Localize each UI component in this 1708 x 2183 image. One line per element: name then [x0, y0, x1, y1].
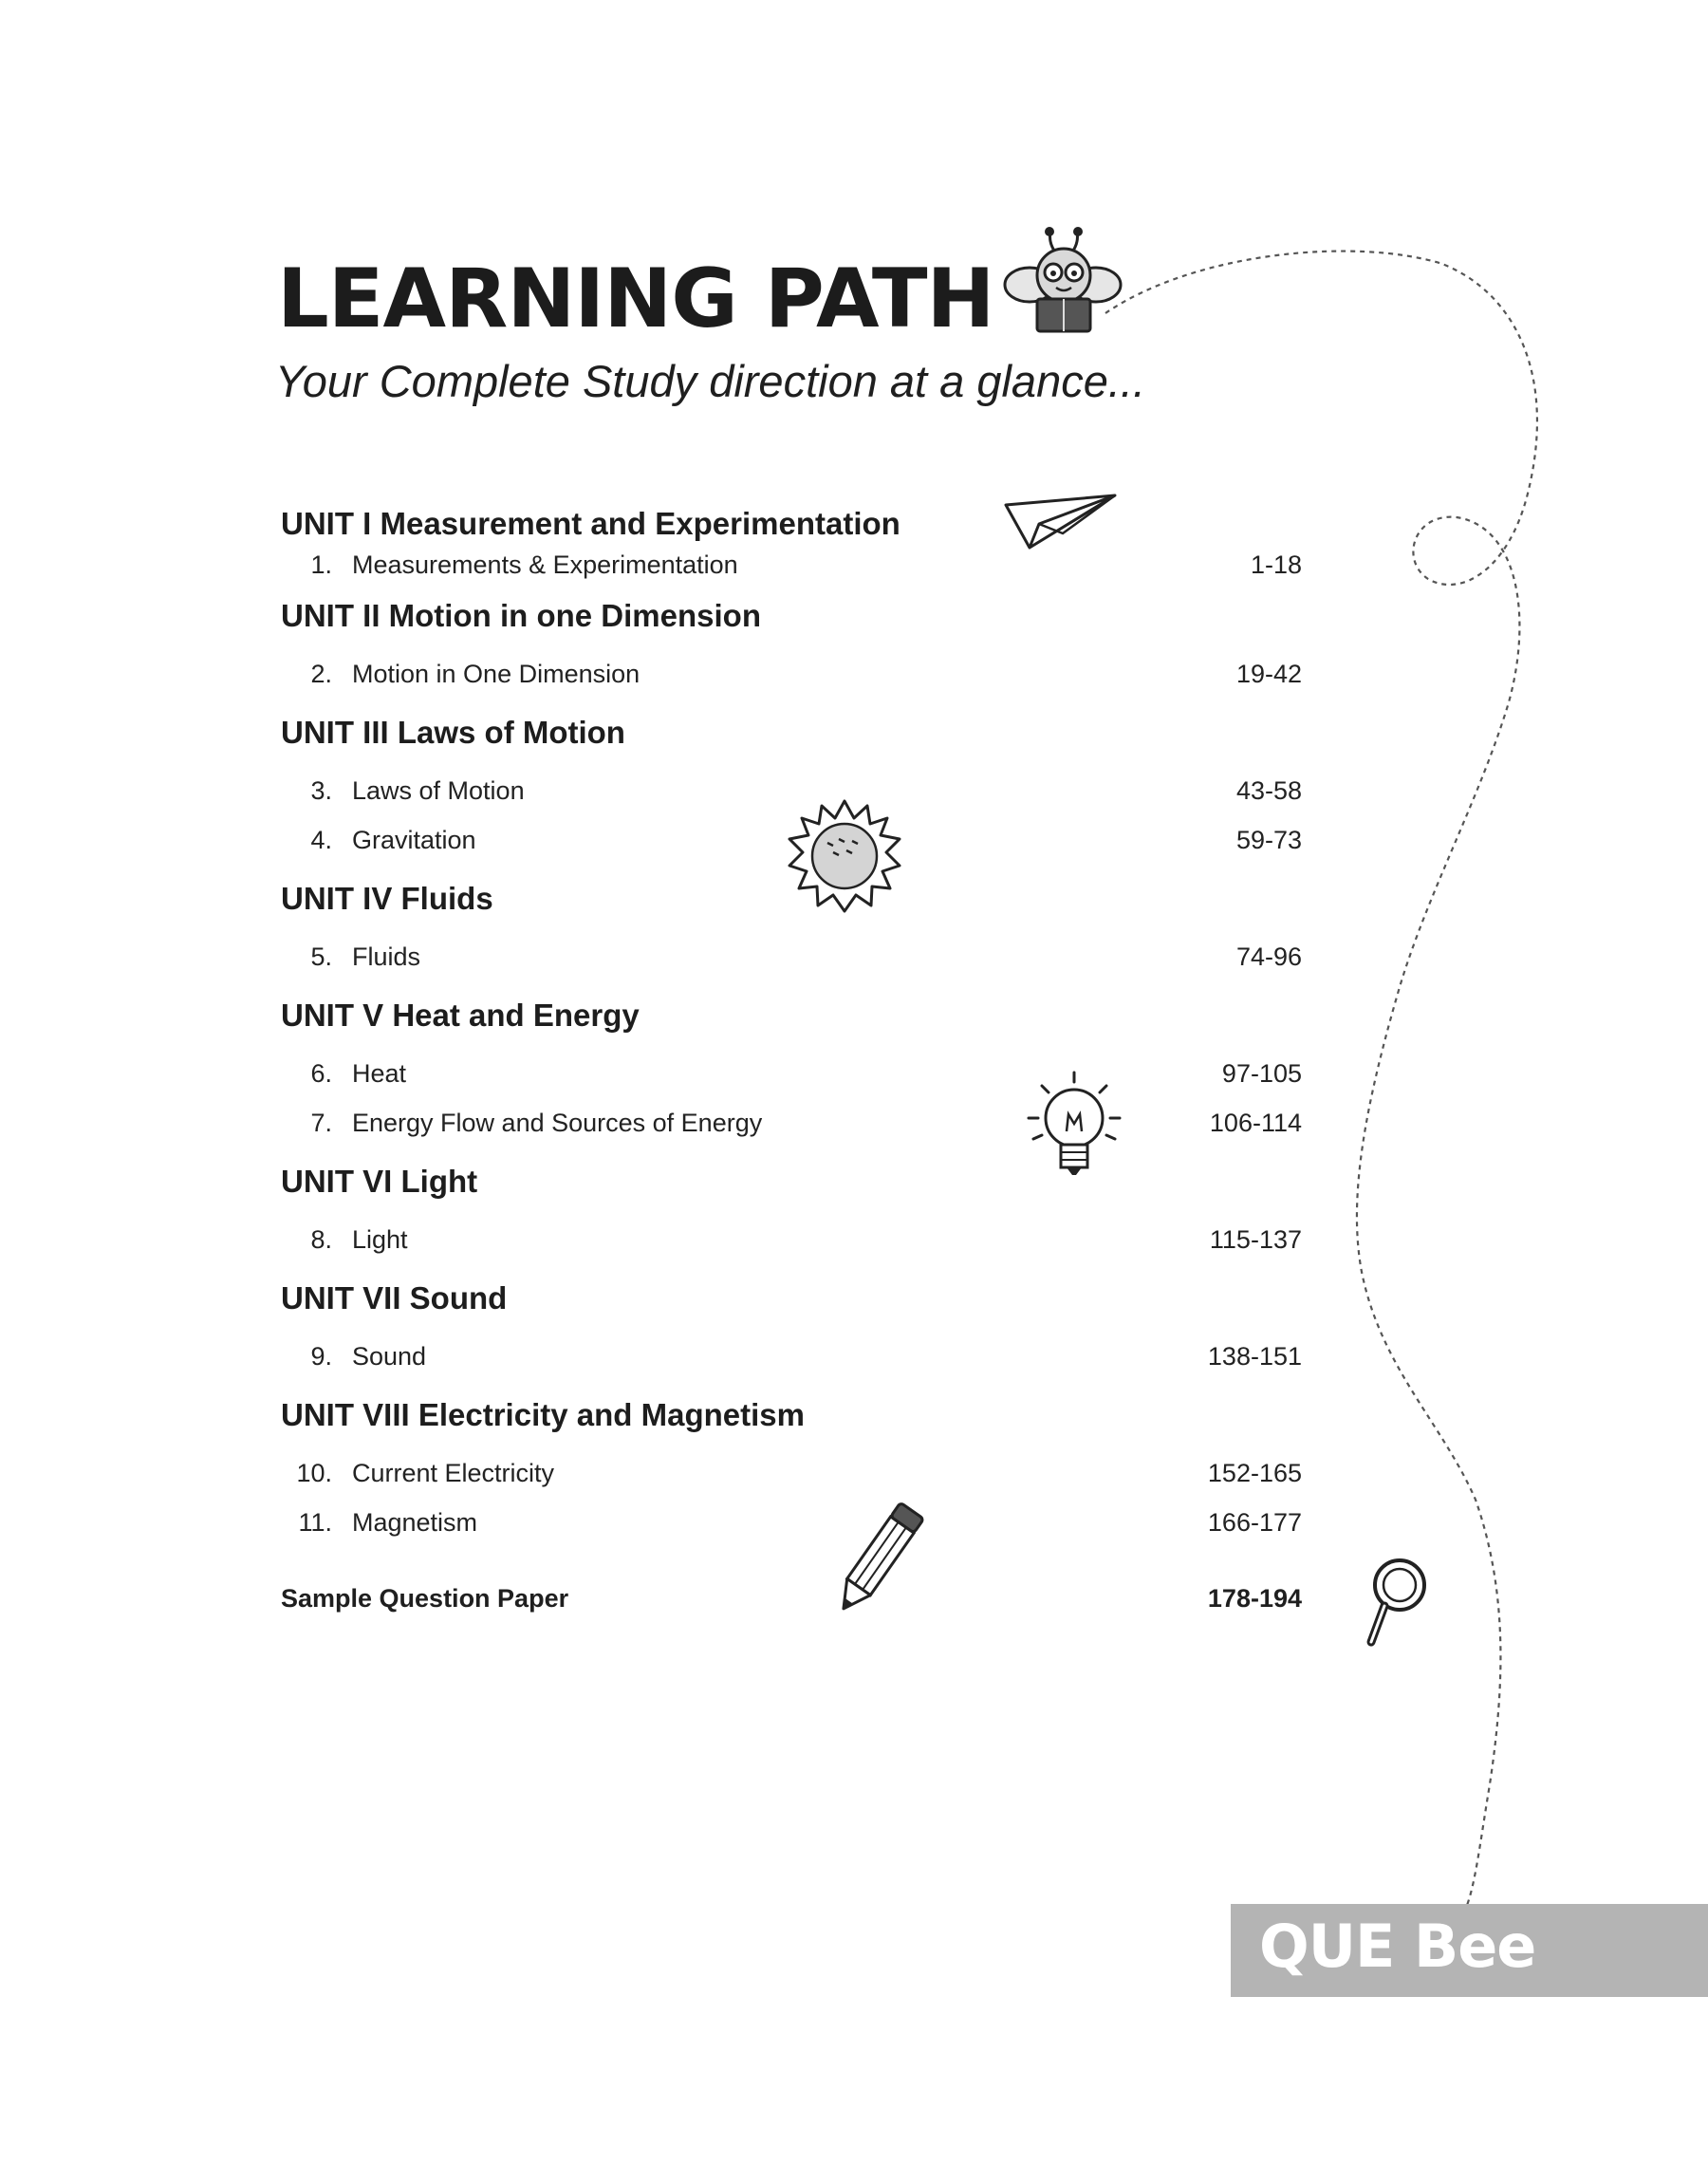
chapter-pages: 43-58 — [1235, 776, 1302, 805]
chapter-number: 1. — [310, 550, 332, 579]
unit-section — [281, 1282, 1302, 1372]
chapter-pages: 115-137 — [1209, 1225, 1302, 1254]
chapter-title: Gravitation — [352, 826, 476, 854]
chapter-number: 4. — [310, 826, 332, 854]
chapter-title: Laws of Motion — [352, 776, 525, 805]
chapter-row[interactable] — [281, 658, 1302, 690]
chapter-pages: 138-151 — [1207, 1342, 1302, 1371]
chapter-pages: 19-42 — [1235, 660, 1302, 688]
chapter-pages: 97-105 — [1221, 1059, 1302, 1088]
unit-section — [281, 999, 1302, 1139]
sample-paper-title: Sample Question Paper — [281, 1584, 569, 1613]
unit-heading: UNIT VIII Electricity and Magnetism — [281, 1397, 805, 1432]
unit-heading: UNIT I Measurement and Experimentation — [281, 506, 900, 541]
chapter-row[interactable] — [281, 1107, 1302, 1139]
page-title: LEARNING PATH — [277, 252, 994, 346]
chapter-number: 2. — [310, 660, 332, 688]
chapter-title: Energy Flow and Sources of Energy — [352, 1109, 763, 1137]
chapter-row[interactable] — [281, 549, 1302, 581]
chapter-row[interactable] — [281, 1457, 1302, 1489]
chapter-row[interactable] — [281, 1340, 1302, 1372]
chapter-number: 9. — [310, 1342, 332, 1371]
chapter-pages: 59-73 — [1235, 826, 1302, 854]
page-subtitle: Your Complete Study direction at a glance... — [275, 356, 1146, 406]
table-of-contents — [281, 508, 1302, 1614]
unit-heading: UNIT VI Light — [281, 1164, 478, 1199]
chapter-title: Fluids — [352, 942, 421, 971]
unit-section — [281, 1399, 1302, 1539]
brand-logo-text: QUE Bee — [1259, 1912, 1536, 1981]
chapter-pages: 74-96 — [1235, 942, 1302, 971]
unit-section — [281, 1166, 1302, 1256]
chapter-title: Measurements & Experimentation — [352, 550, 738, 579]
chapter-pages: 106-114 — [1209, 1109, 1302, 1137]
chapter-title: Magnetism — [352, 1508, 478, 1537]
unit-heading: UNIT III Laws of Motion — [281, 715, 625, 750]
sample-paper-pages: 178-194 — [1207, 1584, 1302, 1613]
chapter-row[interactable] — [281, 824, 1302, 856]
unit-heading: UNIT II Motion in one Dimension — [281, 598, 761, 633]
magnifying-glass-icon — [1371, 1560, 1424, 1642]
sample-paper-row[interactable] — [281, 1582, 1302, 1614]
unit-heading: UNIT V Heat and Energy — [281, 998, 640, 1033]
chapter-number: 11. — [298, 1508, 332, 1537]
chapter-row[interactable] — [281, 1057, 1302, 1090]
unit-heading: UNIT VII Sound — [281, 1280, 508, 1315]
chapter-title: Sound — [352, 1342, 427, 1371]
chapter-title: Motion in One Dimension — [352, 660, 640, 688]
chapter-row[interactable] — [281, 941, 1302, 973]
chapter-number: 10. — [296, 1459, 332, 1487]
chapter-row[interactable] — [281, 1223, 1302, 1256]
unit-section — [281, 508, 1302, 581]
chapter-row[interactable] — [281, 1506, 1302, 1539]
unit-section — [281, 883, 1302, 973]
unit-heading: UNIT IV Fluids — [281, 881, 493, 916]
unit-section — [281, 600, 1302, 690]
chapter-title: Light — [352, 1225, 408, 1254]
chapter-number: 3. — [310, 776, 332, 805]
chapter-pages: 1-18 — [1250, 550, 1302, 579]
chapter-row[interactable] — [281, 774, 1302, 807]
chapter-title: Heat — [352, 1059, 407, 1088]
chapter-number: 7. — [310, 1109, 332, 1137]
chapter-number: 6. — [310, 1059, 332, 1088]
brand-badge — [1231, 1904, 1708, 1997]
bee-mascot-icon — [1005, 227, 1121, 331]
chapter-title: Current Electricity — [352, 1459, 555, 1487]
chapter-number: 8. — [310, 1225, 332, 1254]
unit-section — [281, 717, 1302, 856]
chapter-number: 5. — [310, 942, 332, 971]
chapter-pages: 152-165 — [1207, 1459, 1302, 1487]
chapter-pages: 166-177 — [1207, 1508, 1302, 1537]
